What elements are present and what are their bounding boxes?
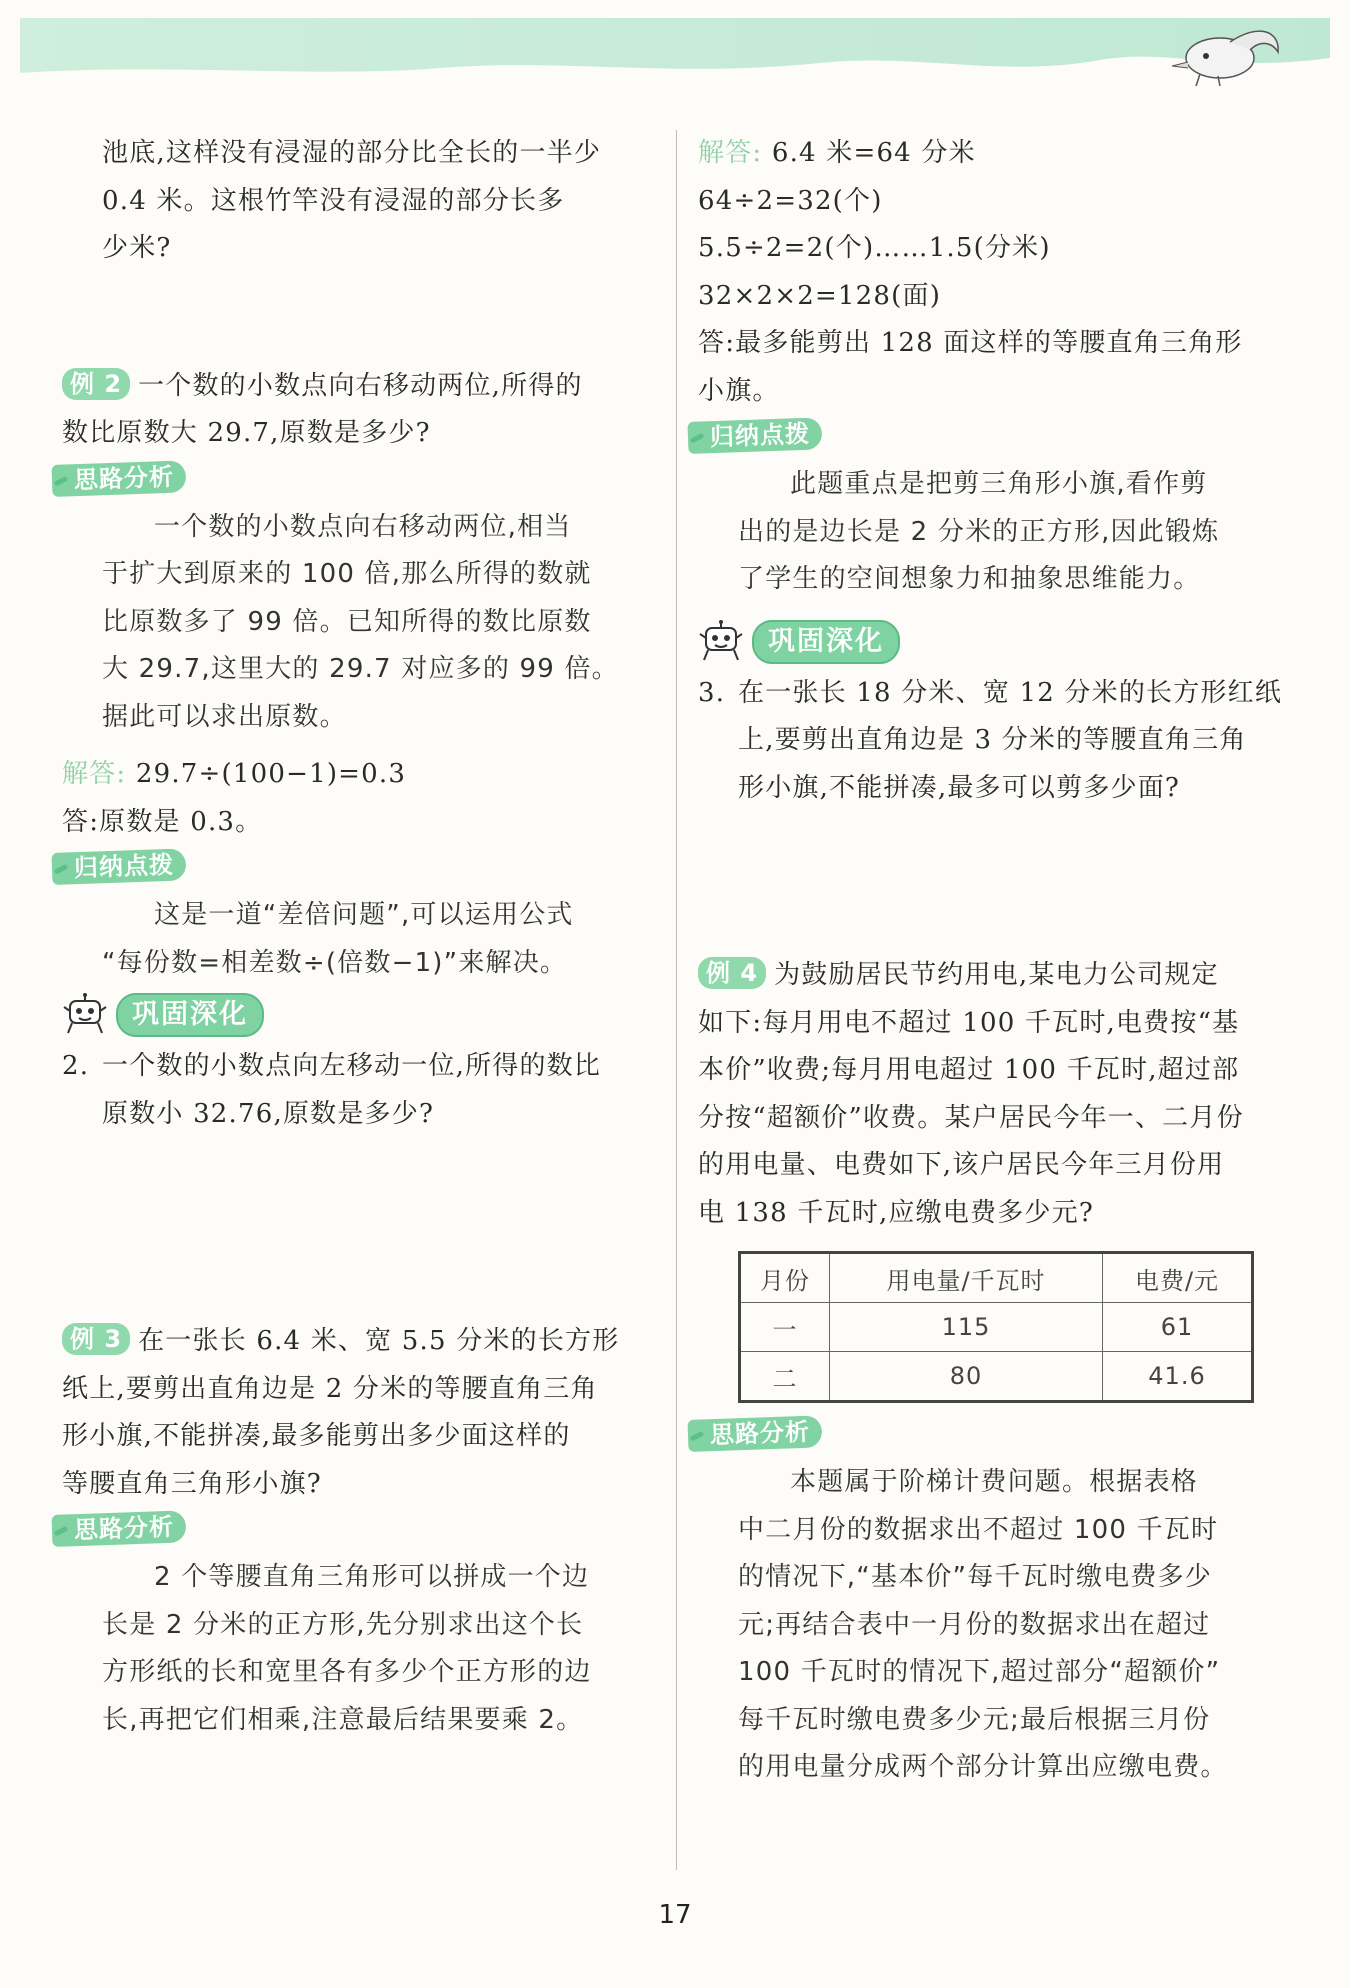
- text-line: 出的是边长是 2 分米的正方形,因此锻炼: [738, 516, 1220, 547]
- text-line: 长,再把它们相乘,注意最后结果要乘 2。: [102, 1704, 584, 1735]
- page-number: 17: [658, 1900, 692, 1930]
- text-line: 于扩大到原来的 100 倍,那么所得的数就: [102, 559, 592, 589]
- example-3: [62, 1318, 656, 1744]
- column-divider: [676, 130, 677, 1870]
- consolidate-title: 巩固深化: [116, 993, 264, 1037]
- exercise-2: [62, 1043, 656, 1138]
- text-line: 大 29.7,这里大的 29.7 对应多的 99 倍。: [102, 654, 619, 684]
- robot-icon: [698, 620, 746, 664]
- text-line: 一个数的小数点向右移动两位,所得的: [138, 370, 583, 401]
- table-header-row: [740, 1253, 1253, 1303]
- exercise-number: 2.: [62, 1051, 90, 1081]
- summary-text: [62, 892, 656, 987]
- summary-tag: 归纳点拨: [687, 417, 822, 454]
- text-line: 一个数的小数点向左移动一位,所得的数比: [102, 1051, 602, 1081]
- consolidate-title: 巩固深化: [752, 620, 900, 664]
- text-line: 64÷2=32(个): [698, 185, 883, 216]
- text-line: 此题重点是把剪三角形小旗,看作剪: [790, 469, 1208, 499]
- example-3-answer: [698, 130, 1298, 415]
- text-line: 中二月份的数据求出不超过 100 千瓦时: [738, 1514, 1219, 1545]
- example-2: [62, 363, 656, 988]
- problem-intro: [62, 130, 656, 273]
- example-badge: 例 2: [62, 368, 130, 400]
- table-cell: 115: [830, 1303, 1103, 1352]
- right-column: [698, 130, 1298, 1792]
- table-cell: 80: [830, 1352, 1103, 1402]
- consolidate-heading: [698, 614, 1298, 670]
- example-4: [698, 952, 1298, 1792]
- text-line: 方形纸的长和宽里各有多少个正方形的边: [102, 1657, 592, 1687]
- text-line: 本价”收费;每月用电超过 100 千瓦时,超过部: [698, 1055, 1240, 1085]
- text-line: 形小旗,不能拼凑,最多能剪出多少面这样的: [62, 1421, 571, 1451]
- table-row: [740, 1303, 1253, 1352]
- table-header-cell: 电费/元: [1103, 1253, 1253, 1303]
- analysis-tag: 思路分析: [687, 1415, 822, 1452]
- example-4-question-line: [698, 952, 1298, 1000]
- answer-label: 解答:: [698, 138, 763, 168]
- exercise-question-line: [698, 670, 1298, 718]
- text-line: 电 138 千瓦时,应缴电费多少元?: [698, 1197, 1094, 1228]
- text-line: 为鼓励居民节约用电,某电力公司规定: [774, 960, 1219, 990]
- table-header-cell: 月份: [740, 1253, 830, 1303]
- consolidate-heading: [62, 987, 656, 1043]
- conclusion-line: 答:原数是 0.3。: [62, 806, 263, 837]
- text-line: 在一张长 6.4 米、宽 5.5 分米的长方形: [138, 1326, 620, 1356]
- text-line: 数比原数大 29.7,原数是多少?: [62, 418, 431, 448]
- example-3-question-line: [62, 1318, 656, 1366]
- text-line: 少米?: [102, 233, 172, 263]
- text-line: 比原数多了 99 倍。已知所得的数比原数: [102, 606, 592, 637]
- summary-text: [698, 461, 1298, 604]
- answer-label: 解答:: [62, 759, 127, 789]
- text-line: 0.4 米。这根竹竿没有浸湿的部分长多: [102, 185, 565, 216]
- table-cell: 61: [1103, 1303, 1253, 1352]
- header-banner: [20, 18, 1330, 88]
- table-cell: 二: [740, 1352, 830, 1402]
- analysis-tag: 思路分析: [51, 1510, 186, 1547]
- text-line: 上,要剪出直角边是 3 分米的等腰直角三角: [738, 725, 1247, 755]
- text-line: 的用电量、电费如下,该户居民今年三月份用: [698, 1150, 1225, 1180]
- text-line: 32×2×2=128(面): [698, 280, 942, 311]
- text-line: 的用电量分成两个部分计算出应缴电费。: [738, 1752, 1228, 1782]
- text-line: 在一张长 18 分米、宽 12 分米的长方形红纸: [738, 677, 1283, 708]
- text-line: 本题属于阶梯计费问题。根据表格: [790, 1467, 1199, 1497]
- text-line: 形小旗,不能拼凑,最多可以剪多少面?: [738, 772, 1181, 803]
- example-badge: 例 4: [698, 957, 766, 989]
- text-line: 小旗。: [698, 375, 780, 406]
- analysis-text: [62, 504, 656, 742]
- exercise-3: [698, 670, 1298, 813]
- text-line: 分按“超额价”收费。某户居民今年一、二月份: [698, 1102, 1244, 1133]
- text-line: 了学生的空间想象力和抽象思维能力。: [738, 564, 1201, 594]
- table-cell: 41.6: [1103, 1352, 1253, 1402]
- text-line: 池底,这样没有浸湿的部分比全长的一半少: [102, 138, 602, 168]
- table-header-cell: 用电量/千瓦时: [830, 1253, 1103, 1303]
- analysis-tag: 思路分析: [51, 460, 186, 497]
- text-line: 等腰直角三角形小旗?: [62, 1468, 322, 1499]
- exercise-question-line: [62, 1043, 656, 1091]
- answer-line: [698, 130, 1298, 178]
- example-badge: 例 3: [62, 1323, 130, 1355]
- summary-tag: 归纳点拨: [51, 848, 186, 885]
- table-row: [740, 1352, 1253, 1402]
- text-line: 据此可以求出原数。: [102, 701, 347, 732]
- text-line: 长是 2 分米的正方形,先分别求出这个长: [102, 1609, 584, 1640]
- text-line: 每千瓦时缴电费多少元;最后根据三月份: [738, 1704, 1211, 1735]
- text-line: 如下:每月用电不超过 100 千瓦时,电费按“基: [698, 1007, 1240, 1038]
- robot-icon: [62, 993, 110, 1037]
- text-line: 一个数的小数点向右移动两位,相当: [154, 511, 572, 542]
- text-line: 元;再结合表中一月份的数据求出在超过: [738, 1609, 1211, 1640]
- analysis-text: [62, 1554, 656, 1744]
- text-line: 100 千瓦时的情况下,超过部分“超额价”: [738, 1657, 1221, 1687]
- text-line: 答:最多能剪出 128 面这样的等腰直角三角形: [698, 328, 1243, 358]
- exercise-number: 3.: [698, 677, 726, 708]
- answer-text: 29.7÷(100−1)=0.3: [135, 759, 407, 789]
- text-line: 原数小 32.76,原数是多少?: [102, 1098, 435, 1129]
- text-line: 纸上,要剪出直角边是 2 分米的等腰直角三角: [62, 1373, 598, 1404]
- analysis-text: [698, 1459, 1298, 1792]
- table-cell: 一: [740, 1303, 830, 1352]
- text-line: 5.5÷2=2(个)……1.5(分米): [698, 233, 1051, 263]
- text-line: “每份数=相差数÷(倍数−1)”来解决。: [102, 947, 568, 978]
- text-line: 2 个等腰直角三角形可以拼成一个边: [154, 1562, 590, 1592]
- text-line: 的情况下,“基本价”每千瓦时缴电费多少: [738, 1562, 1213, 1592]
- text-line: 这是一道“差倍问题”,可以运用公式: [154, 900, 574, 930]
- left-column: [62, 130, 656, 1744]
- answer-line: [62, 751, 656, 799]
- answer-text: 6.4 米=64 分米: [771, 138, 976, 168]
- electricity-table: [738, 1251, 1254, 1403]
- example-2-question-line: [62, 363, 656, 411]
